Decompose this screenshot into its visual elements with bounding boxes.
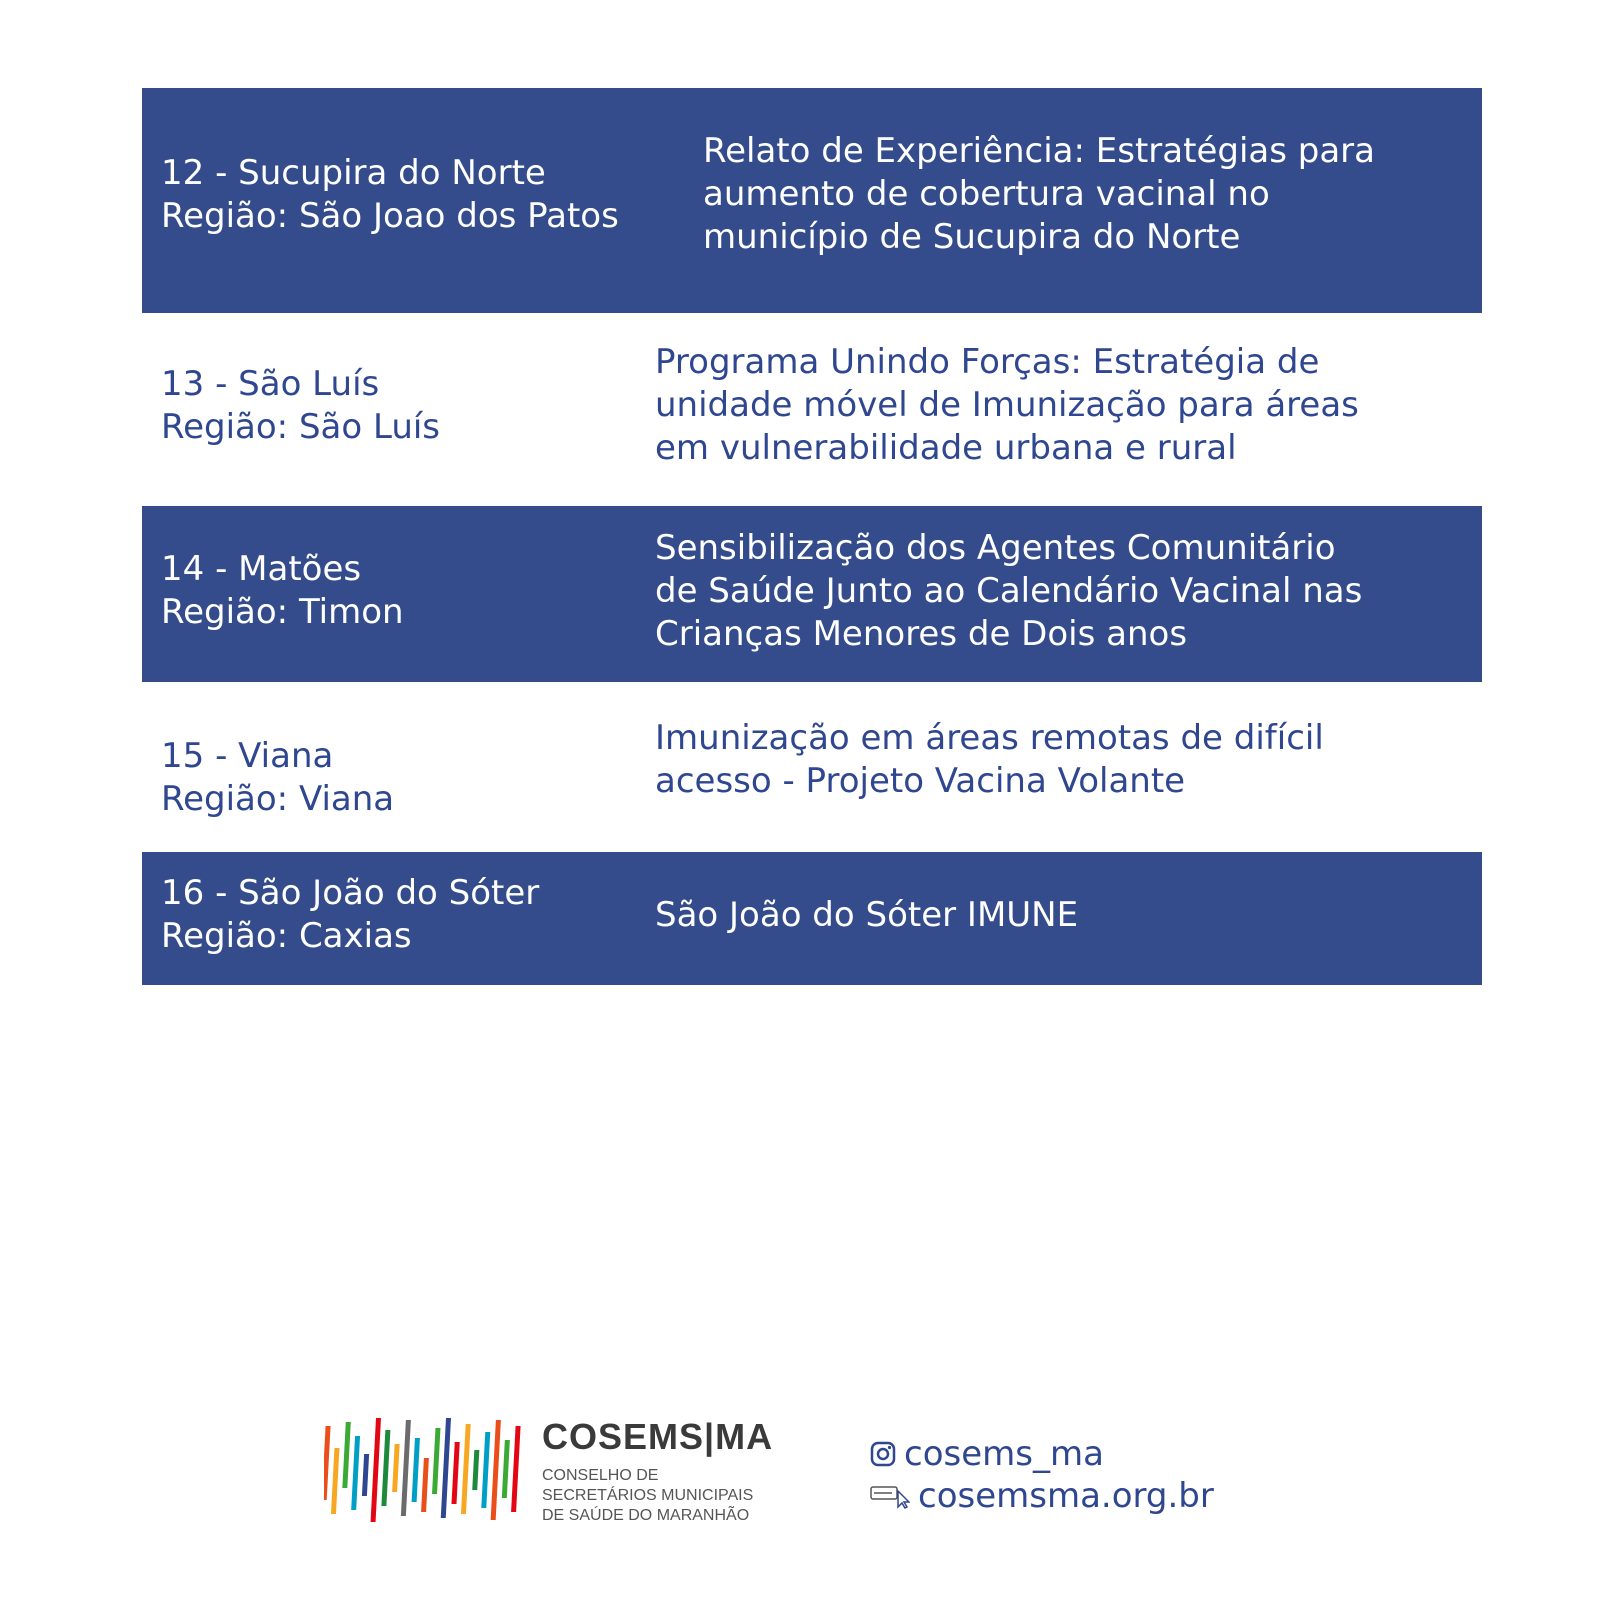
cosems-logo-icon — [324, 1418, 529, 1522]
brand-subtitle — [542, 1466, 773, 1526]
logo-bar — [412, 1438, 420, 1502]
row-project-title — [703, 130, 1375, 259]
logo-bar — [362, 1454, 369, 1496]
title-line: em vulnerabilidade urbana e rural — [655, 428, 1237, 468]
brand-subtitle-line: SECRETÁRIOS MUNICIPAIS — [542, 1487, 754, 1504]
logo-bar — [451, 1442, 459, 1504]
logo-bar — [392, 1444, 400, 1492]
brand-name: COSEMS|MA — [542, 1416, 774, 1457]
row-municipality — [161, 152, 619, 238]
region-name: Região: Timon — [161, 592, 404, 632]
brand-subtitle-line: DE SAÚDE DO MARANHÃO — [542, 1507, 750, 1524]
logo-bar — [351, 1436, 360, 1510]
title-line: Sensibilização dos Agentes Comunitário — [655, 528, 1336, 568]
municipality-name: 12 - Sucupira do Norte — [161, 153, 546, 193]
logo-bar — [324, 1426, 331, 1500]
title-line: aumento de cobertura vacinal no — [703, 174, 1270, 214]
logo-bar — [441, 1418, 451, 1518]
logo-bar — [371, 1418, 381, 1522]
title-line: Programa Unindo Forças: Estratégia de — [655, 342, 1320, 382]
municipality-name: 16 - São João do Sóter — [161, 873, 540, 913]
logo-bar — [502, 1440, 510, 1498]
logo-bar — [461, 1424, 471, 1514]
row-project-title — [655, 717, 1324, 803]
region-name: Região: São Joao dos Patos — [161, 196, 619, 236]
title-line: Relato de Experiência: Estratégias para — [703, 131, 1375, 171]
row-project-title — [655, 527, 1362, 656]
logo-bar — [401, 1420, 411, 1516]
title-line: São João do Sóter IMUNE — [655, 895, 1079, 935]
website-link[interactable] — [870, 1476, 1214, 1516]
title-line: município de Sucupira do Norte — [703, 217, 1241, 257]
logo-bar — [511, 1426, 521, 1512]
row-12-sucupira-do-norte — [142, 88, 1482, 313]
brand-subtitle-line: CONSELHO DE — [542, 1467, 659, 1484]
region-name: Região: São Luís — [161, 407, 441, 447]
municipality-name: 15 - Viana — [161, 736, 334, 776]
row-14-matoes — [142, 506, 1482, 682]
row-16-sao-joao-do-soter — [142, 852, 1482, 985]
logo-bar — [491, 1420, 501, 1520]
logo-bar — [381, 1430, 390, 1506]
row-municipality — [161, 735, 394, 821]
footer — [0, 1400, 1600, 1540]
row-municipality — [161, 363, 440, 449]
instagram-text[interactable]: cosems_ma — [904, 1434, 1104, 1474]
title-line: Imunização em áreas remotas de difícil — [655, 718, 1324, 758]
brand-block — [542, 1416, 773, 1526]
row-municipality — [161, 872, 539, 958]
web-link-icon — [870, 1483, 910, 1509]
row-project-title — [655, 894, 1078, 937]
instagram-handle[interactable] — [870, 1434, 1104, 1474]
title-line: acesso - Projeto Vacina Volante — [655, 761, 1186, 801]
row-15-viana — [142, 682, 1482, 852]
region-name: Região: Caxias — [161, 916, 412, 956]
title-line: Crianças Menores de Dois anos — [655, 614, 1188, 654]
municipality-name: 14 - Matões — [161, 549, 362, 589]
logo-bar — [342, 1422, 350, 1488]
row-project-title — [655, 341, 1359, 470]
logo-bar — [472, 1450, 479, 1490]
logo-bar — [331, 1448, 339, 1514]
row-municipality — [161, 548, 404, 634]
instagram-icon — [870, 1441, 896, 1467]
region-name: Região: Viana — [161, 779, 395, 819]
website-text[interactable]: cosemsma.org.br — [918, 1476, 1214, 1516]
title-line: de Saúde Junto ao Calendário Vacinal nas — [655, 571, 1363, 611]
row-13-sao-luis — [142, 313, 1482, 506]
logo-bar — [481, 1432, 490, 1508]
title-line: unidade móvel de Imunização para áreas — [655, 385, 1359, 425]
logo-bar — [432, 1428, 440, 1494]
municipality-name: 13 - São Luís — [161, 364, 380, 404]
logo-bar — [421, 1458, 429, 1512]
